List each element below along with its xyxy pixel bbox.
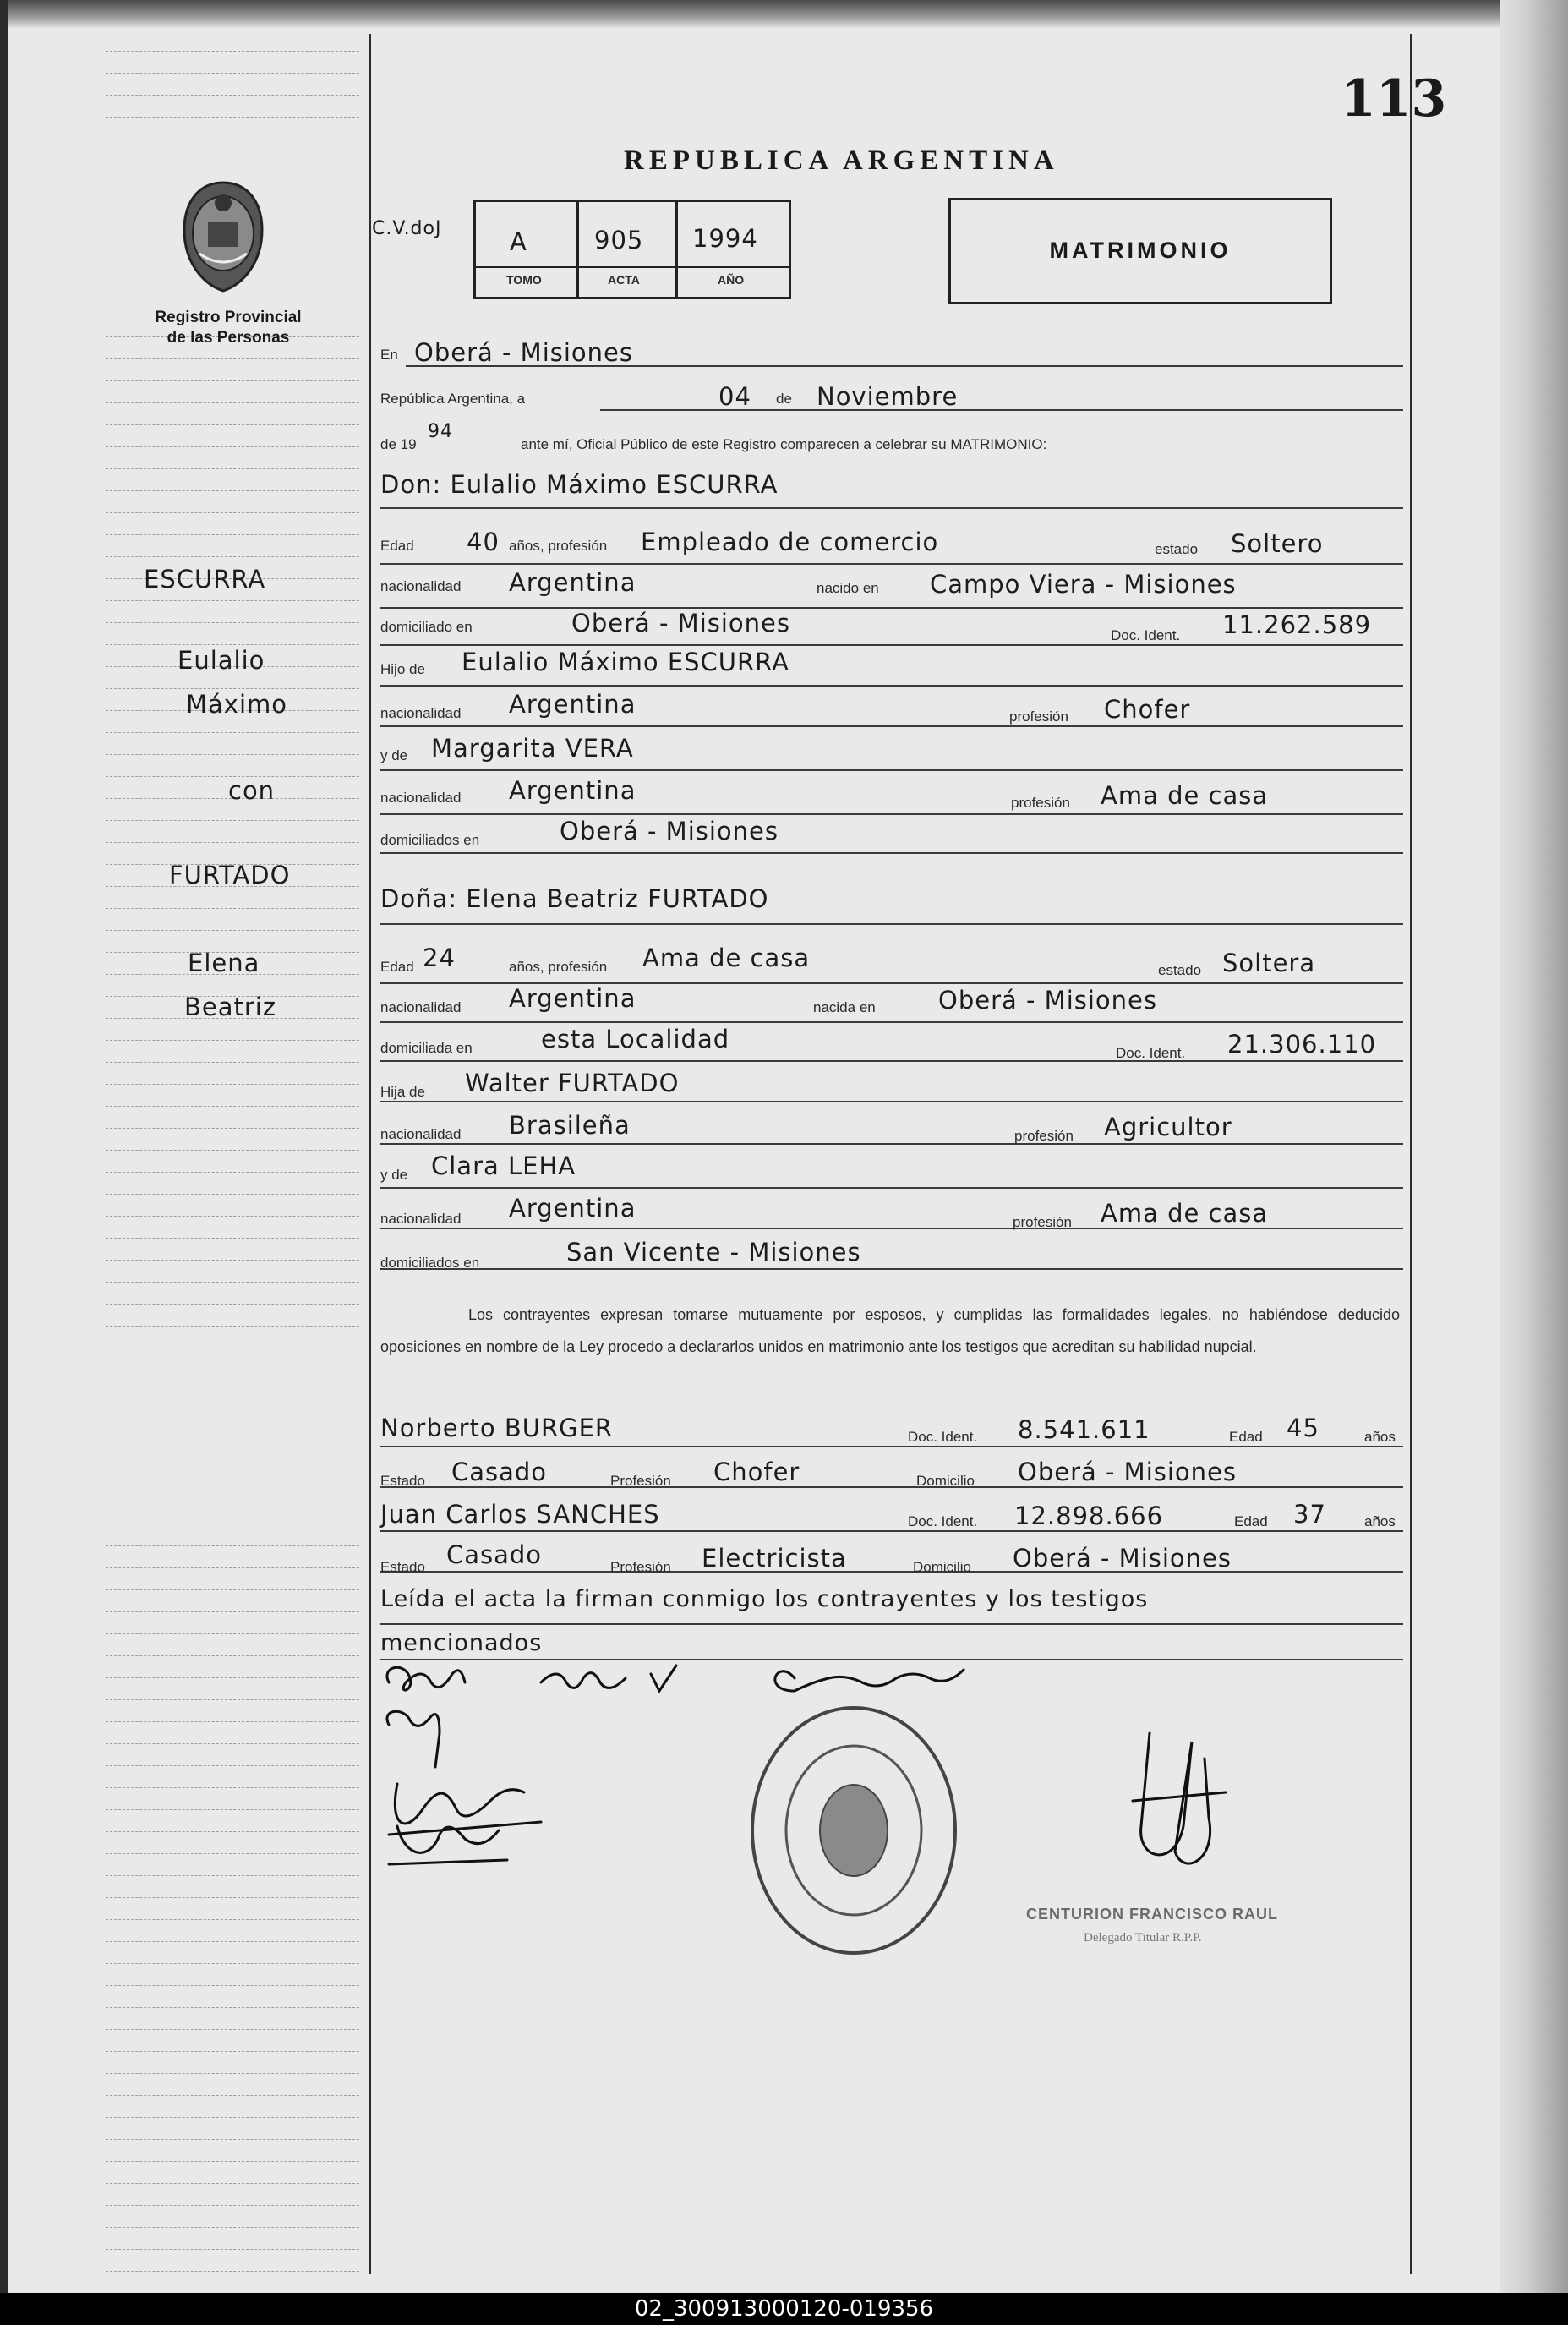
margin-rule <box>106 2095 359 2096</box>
year-prefix-label: de 19 <box>380 436 417 452</box>
bride-parents-domicile: San Vicente - Misiones <box>566 1238 861 1266</box>
page-top-shadow <box>0 0 1568 29</box>
right-frame-line <box>1410 34 1412 2274</box>
witness2-name: Juan Carlos SANCHES <box>380 1500 660 1529</box>
groom-father: Eulalio Máximo ESCURRA <box>462 648 789 676</box>
witness1-profession: Chofer <box>713 1458 800 1486</box>
bride-mother: Clara LEHA <box>431 1152 576 1180</box>
groom-mother: Margarita VERA <box>431 734 634 763</box>
witness2-age: 37 <box>1293 1500 1326 1529</box>
bride-mother-nat-label: nacionalidad <box>380 1211 462 1227</box>
groom-nationality: Argentina <box>509 568 636 597</box>
margin-bride-first: Elena <box>188 949 260 977</box>
margin-rule <box>106 73 359 74</box>
left-frame-line <box>369 34 371 2274</box>
margin-rule <box>106 1172 359 1173</box>
groom-parents-domicile: Oberá - Misiones <box>560 817 779 845</box>
witness2-profession: Electricista <box>702 1544 847 1573</box>
bride-father-prof-label: profesión <box>1014 1128 1074 1144</box>
margin-rule <box>106 908 359 909</box>
groom-nacido-label: nacido en <box>817 580 879 596</box>
margin-rule <box>106 534 359 535</box>
acta-value: 905 <box>594 226 644 254</box>
margin-rule <box>106 556 359 557</box>
bride-doc-id: 21.306.110 <box>1227 1030 1377 1059</box>
bride-father-profession: Agricultor <box>1104 1113 1232 1141</box>
margin-rule <box>106 1589 359 1590</box>
groom-doc-id: 11.262.589 <box>1222 610 1372 639</box>
closing-line-1: Leída el acta la firman conmigo los contrayentes y los testigos <box>380 1586 1149 1612</box>
witness1-anos-label: años <box>1364 1429 1396 1445</box>
margin-rule <box>106 1765 359 1766</box>
intro-place: Oberá - Misiones <box>414 338 633 367</box>
footer-image-id: 02_300913000120-019356 <box>0 2293 1568 2325</box>
groom-edad-label: Edad <box>380 538 414 554</box>
margin-rule <box>106 1831 359 1832</box>
bride-doc-label: Doc. Ident. <box>1116 1045 1186 1061</box>
groom-father-profession: Chofer <box>1104 695 1191 724</box>
groom-yde-label: y de <box>380 747 408 763</box>
margin-rule <box>106 468 359 469</box>
margin-rule <box>106 2183 359 2184</box>
groom-mother-nationality: Argentina <box>509 776 636 805</box>
witness1-domicile: Oberá - Misiones <box>1018 1458 1237 1486</box>
margin-groom-middle: Máximo <box>186 690 288 719</box>
margin-rule <box>106 2205 359 2206</box>
margin-rule <box>106 2051 359 2052</box>
margin-rule <box>106 732 359 733</box>
margin-rule <box>106 2029 359 2030</box>
margin-rule <box>106 512 359 513</box>
groom-doc-label: Doc. Ident. <box>1111 627 1181 643</box>
groom-mother-nat-label: nacionalidad <box>380 790 462 806</box>
margin-rule <box>106 1743 359 1744</box>
bride-father-nat-label: nacionalidad <box>380 1126 462 1142</box>
bride-estado-label: estado <box>1158 962 1202 978</box>
margin-rule <box>106 1106 359 1107</box>
margin-rule <box>106 1941 359 1942</box>
bride-parents-dom-label: domiciliados en <box>380 1255 480 1271</box>
margin-rule <box>106 2073 359 2074</box>
margin-rule <box>106 1567 359 1568</box>
intro-text: ante mí, Oficial Público de este Registro comparecen a celebrar su MATRIMONIO: <box>521 436 1047 452</box>
margin-rule <box>106 644 359 645</box>
groom-name: Don: Eulalio Máximo ESCURRA <box>380 470 779 499</box>
cv-mark: C.V.doJ <box>372 218 442 239</box>
witness2-dom-label: Domicilio <box>913 1559 971 1575</box>
margin-rule <box>106 1216 359 1217</box>
official-signature-image <box>1124 1725 1243 1885</box>
margin-rule <box>106 622 359 623</box>
groom-profession: Empleado de comercio <box>641 528 939 556</box>
groom-age: 40 <box>467 528 500 556</box>
witness1-doc-label: Doc. Ident. <box>908 1429 978 1445</box>
bride-nacida-label: nacida en <box>813 999 876 1015</box>
country-heading: REPUBLICA ARGENTINA <box>624 145 1059 176</box>
margin-rule <box>106 1897 359 1898</box>
ano-label: AÑO <box>718 273 745 287</box>
margin-groom-first: Eulalio <box>178 646 265 675</box>
margin-rule <box>106 2007 359 2008</box>
margin-rule <box>106 358 359 359</box>
official-name: CENTURION FRANCISCO RAUL <box>1026 1906 1278 1923</box>
en-label: En <box>380 347 398 363</box>
margin-rule <box>106 1304 359 1305</box>
margin-rule <box>106 930 359 931</box>
margin-rule <box>106 1062 359 1063</box>
witness1-dom-label: Domicilio <box>916 1473 975 1489</box>
witness2-civil-status: Casado <box>446 1540 543 1569</box>
margin-rule <box>106 1721 359 1722</box>
bride-civil-status: Soltera <box>1222 949 1316 977</box>
groom-dom-label: domiciliado en <box>380 619 473 635</box>
tomo-label: TOMO <box>506 273 542 287</box>
margin-rule <box>106 1545 359 1546</box>
margin-rule <box>106 1919 359 1920</box>
witness2-prof-label: Profesión <box>610 1559 671 1575</box>
margin-rule <box>106 2161 359 2162</box>
witness1-estado-label: Estado <box>380 1473 425 1489</box>
declaration-text: Los contrayentes expresan tomarse mutuamente por esposos, y cumplidas las formalidades legales, no habiéndose deducido oposiciones en nombre de la Ley procedo a declararlos unidos en matrimonio ante los testigos que acreditan su habilidad nupcial. <box>380 1306 1400 1355</box>
witness2-domicile: Oberá - Misiones <box>1013 1544 1232 1573</box>
bride-hija-label: Hija de <box>380 1084 425 1100</box>
margin-rule <box>106 2271 359 2272</box>
witness2-estado-label: Estado <box>380 1559 425 1575</box>
margin-rule <box>106 1677 359 1678</box>
intro-month: Noviembre <box>817 382 959 411</box>
page-right-edge <box>1500 0 1568 2293</box>
margin-rule <box>106 1194 359 1195</box>
bride-profession: Ama de casa <box>642 944 811 972</box>
margin-rule <box>106 2227 359 2228</box>
margin-rule <box>106 2117 359 2118</box>
margin-connector: con <box>228 776 276 805</box>
margin-rule <box>106 402 359 403</box>
margin-rule <box>106 1326 359 1327</box>
witness1-civil-status: Casado <box>451 1458 548 1486</box>
groom-father-nat-label: nacionalidad <box>380 705 462 721</box>
witness2-doc-label: Doc. Ident. <box>908 1513 978 1529</box>
groom-estado-label: estado <box>1155 541 1199 557</box>
bride-birthplace: Oberá - Misiones <box>938 986 1157 1015</box>
groom-hijo-label: Hijo de <box>380 661 425 677</box>
margin-rule <box>106 600 359 601</box>
groom-father-nationality: Argentina <box>509 690 636 719</box>
groom-father-prof-label: profesión <box>1009 708 1068 725</box>
margin-rule <box>106 51 359 52</box>
margin-rule <box>106 117 359 118</box>
margin-rule <box>106 424 359 425</box>
margin-rule <box>106 1260 359 1261</box>
bride-mother-profession: Ama de casa <box>1101 1199 1269 1228</box>
margin-rule <box>106 139 359 140</box>
groom-birthplace: Campo Viera - Misiones <box>930 570 1237 599</box>
closing-line-2: mencionados <box>380 1630 543 1656</box>
margin-rule <box>106 1633 359 1634</box>
groom-mother-prof-label: profesión <box>1011 795 1070 811</box>
registry-name: Registro Provincial de las Personas <box>155 309 302 347</box>
groom-profesion-label: años, profesión <box>509 538 608 554</box>
margin-rule <box>106 1040 359 1041</box>
margin-rule <box>106 1809 359 1810</box>
act-type-box <box>948 198 1332 304</box>
ano-value: 1994 <box>692 224 758 253</box>
margin-bride-surname: FURTADO <box>169 861 291 889</box>
bride-profesion-label: años, profesión <box>509 959 608 975</box>
witness2-edad-label: Edad <box>1234 1513 1268 1529</box>
margin-rule <box>106 1985 359 1986</box>
margin-rule <box>106 2139 359 2140</box>
groom-nac-label: nacionalidad <box>380 578 462 594</box>
groom-mother-profession: Ama de casa <box>1101 781 1269 810</box>
margin-rule <box>106 1128 359 1129</box>
official-title: Delegado Titular R.P.P. <box>1084 1931 1202 1945</box>
de-label: de <box>776 391 792 407</box>
page-number: 113 <box>1341 69 1447 129</box>
intro-day: 04 <box>718 382 751 411</box>
margin-rule <box>106 1853 359 1854</box>
margin-rule <box>106 446 359 447</box>
republica-label: República Argentina, a <box>380 391 526 407</box>
bride-domicile: esta Localidad <box>541 1025 730 1053</box>
bride-nac-label: nacionalidad <box>380 999 462 1015</box>
margin-rule <box>106 1787 359 1788</box>
bride-nationality: Argentina <box>509 984 636 1013</box>
margin-rule <box>106 1084 359 1085</box>
page-left-edge <box>0 0 8 2293</box>
margin-rule <box>106 1655 359 1656</box>
bride-yde-label: y de <box>380 1167 408 1183</box>
witness2-anos-label: años <box>1364 1513 1396 1529</box>
margin-rule <box>106 1699 359 1700</box>
groom-domicile: Oberá - Misiones <box>571 609 790 637</box>
margin-rule <box>106 754 359 755</box>
margin-rule <box>106 1238 359 1239</box>
tomo-acta-ano-box <box>473 200 791 299</box>
margin-bride-middle: Beatriz <box>184 993 277 1021</box>
margin-groom-surname: ESCURRA <box>144 565 266 594</box>
margin-rule <box>106 380 359 381</box>
coat-of-arms-icon <box>174 178 272 300</box>
margin-rule <box>106 688 359 689</box>
margin-rule <box>106 820 359 821</box>
witness1-doc-id: 8.541.611 <box>1018 1415 1150 1444</box>
witness1-name: Norberto BURGER <box>380 1414 614 1442</box>
margin-rule <box>106 490 359 491</box>
witness2-doc-id: 12.898.666 <box>1014 1502 1164 1530</box>
witness1-age: 45 <box>1287 1414 1319 1442</box>
acta-label: ACTA <box>608 273 640 287</box>
official-stamp-icon <box>744 1699 964 1961</box>
intro-year: 94 <box>428 421 453 442</box>
margin-rule <box>106 1963 359 1964</box>
tomo-value: A <box>510 227 527 256</box>
bride-father-nationality: Brasileña <box>509 1111 631 1140</box>
margin-rule <box>106 1282 359 1283</box>
bride-age: 24 <box>423 944 456 972</box>
groom-parents-dom-label: domiciliados en <box>380 832 480 848</box>
margin-rule <box>106 1611 359 1612</box>
bride-name: Doña: Elena Beatriz FURTADO <box>380 884 769 913</box>
witness1-prof-label: Profesión <box>610 1473 671 1489</box>
margin-rule <box>106 842 359 843</box>
bride-dom-label: domiciliada en <box>380 1040 473 1056</box>
margin-rule <box>106 95 359 96</box>
margin-rule <box>106 2249 359 2250</box>
act-type: MATRIMONIO <box>1049 238 1232 263</box>
witness1-edad-label: Edad <box>1229 1429 1263 1445</box>
bride-edad-label: Edad <box>380 959 414 975</box>
bride-mother-nationality: Argentina <box>509 1194 636 1223</box>
groom-civil-status: Soltero <box>1231 529 1324 558</box>
margin-rule <box>106 1875 359 1876</box>
bride-father: Walter FURTADO <box>465 1069 680 1097</box>
margin-rule <box>106 1150 359 1151</box>
bride-mother-prof-label: profesión <box>1013 1214 1072 1230</box>
